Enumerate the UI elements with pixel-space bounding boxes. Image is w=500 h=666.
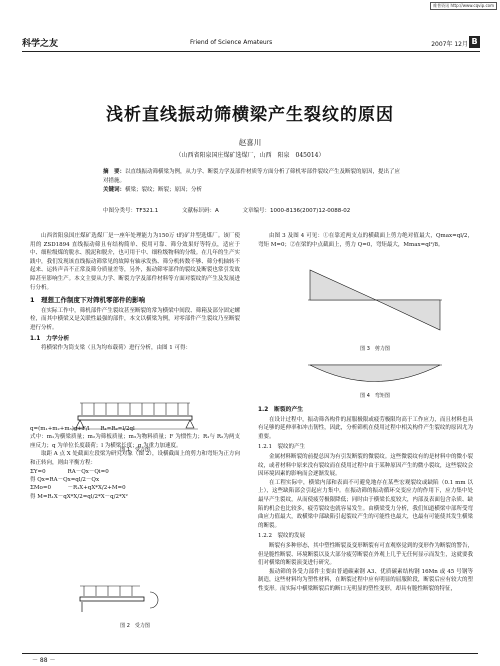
article-author: 赵喜川 [238,138,262,147]
figure-2-beam-segment [80,597,144,601]
section-1-2-2-text-2: 振动筛的各受力部件主要由普通碳素钢 A3、优质碳素结构钢 16Mn 或 45 号钢等制造，这些材料均为塑性材料，在断裂过程中应有明显的屈服阶段，断裂后应有较大的塑性变形。而实际中横梁断裂后的断口无明显的塑性变形，却具有脆性断裂的特征， [258,568,473,592]
section-1-1-text: 将横梁作为筒支梁（且为均布载荷）进行分析，由图 1 可得： [41,345,191,352]
right-column-top [258,232,473,249]
journal-header [22,34,480,52]
moment-arrow [150,592,158,608]
figure-3-shear-diagram [300,262,450,340]
article-title: 浅析直线振动筛横梁产生裂纹的原因 [106,105,394,125]
distributed-load-arrows [80,403,190,415]
footer-rule [22,653,478,654]
equation-load: q=(m₁+m₂+m₃)g+F/l R₁=R₂=l/2ql [30,425,135,432]
right-column-bottom [258,404,473,593]
figure-4-caption: 图 4 弯矩图 [360,393,390,399]
issue-letter-badge: B [469,36,480,48]
variable-description: 式中：m₁为横梁质量；m₂为筛板质量；m₃为物料质量；F 为惯性力；R₁与 R₂为两支座反力；q 为单位长度载荷；l 为横梁长度；g 为重力加速度。 [30,434,240,449]
section-1-heading: 1 理想工作制度下对筛机零部件的影响 [30,296,146,305]
section-1-1-heading: 1.1 力学分析 [30,335,70,342]
figure-3-caption: 图 3 剪力图 [360,346,390,352]
classification-row [103,206,423,214]
document-code: 文献标识码：A [182,208,219,214]
equation-shear: 得 Qx=RA－Qx=ql/2－Qx [30,476,100,483]
section-1-2-1-heading: 1.2.1 裂纹的产生 [258,444,305,451]
article-number: 文章编号：1000-8136(2007)12-0088-02 [242,208,351,214]
beam [78,416,192,420]
equation-sum-y: ΣY=0 RA－Qx－Qi=0 [30,468,109,475]
section-1-2-text: 在设计过程中，振动筛各构件的屈服极限或疲劳极限均高于工作应力，而且材料也具有足够的延伸率和冲击韧性，因此，分析筛机在使用过程中相关构件产生裂纹的原因尤为重要。 [258,416,473,440]
section-1-2-2-heading: 1.2.2 裂纹的发展 [258,533,305,540]
equation-moment: 得 M=R₁X－qX*X/2=ql/2*X－q/2*X² [30,493,128,500]
cut-section-text: 取距 A 点 X 处截面左段梁为研究对象（图 2），设横截面上的剪力和弯矩为正方向和正转向，则由平衡方程： [30,451,240,466]
figure-1-load-diagram [70,395,200,443]
clc-number: 中图分类号：TF321.1 [103,208,159,214]
left-column [30,232,240,501]
abstract-text: 以直线振动筛横梁为例，从力学、断裂力学及部件材质等方面分析了筛机零部件裂纹产生及断裂的原因，提出了应对措施。 [103,169,401,184]
watermark: 维普资讯 http://www.cqvip.com [430,2,497,10]
equation-sum-moment: ΣMo=0 －R₁X+qX*X/2+M=0 [30,485,126,492]
figure-2-caption: 图 2 受力图 [120,623,150,629]
section-1-2-1-text-2: 在工程实际中，横梁内部和表面不可避免地存在某些宏观裂纹或缺陷（0.1 mm 以上），这些缺陷部会引起应力集中。在振动筛的振动循环交变应力的作用下，应力集中处最早产生裂纹，从而使疲劳极限降低；同时由于横梁长度较大，内部及表面包含杂质、缺陷的机会也比较多，疲劳裂纹也就容易发生。由横梁受力分析，我们知道横梁中部所受弯曲应力值最大，故横梁中部缺陷引起裂纹产生的可能性也最大，也最有可能使其发生横梁的断裂。 [258,479,473,529]
figure-2-load-arrows [80,586,140,596]
author-affiliation: （山西省阳泉国庄煤矿选煤厂，山西 阳泉 045014） [175,152,325,159]
figure-1-caption: 图 1 受力图 [120,447,150,453]
issue-date: 2007年 12月 [431,41,468,48]
page-number: － 88 － [32,657,56,664]
intro-paragraph: 山西省阳泉国庄煤矿选煤厂是一座年处理能力为150万 t的矿井型选煤厂。该厂使用的 ZSD1894 直线振动筛且有结构简单、使用可靠、筛分效果好等特点，适应于中、细粒级煤的脱水、脱泥和脱介，也可用于中、细粒级物料的分级。在几年的生产实践中，我们发现该直线振动筛常见的故障有轴承发热、筛分机转数不够、筛分机轴转不起来、运转声音不正常及筛分质量差等，另外，振动筛零部件的裂纹及断裂也常引发故障甚至影响生产。本文主要从力学、断裂力学及部件材料等方面对裂纹的产生及发展进行分析。 [30,233,240,291]
keywords-label: 关键词： [103,187,126,193]
section-1-text: 在实际工作中，筛机部件产生裂纹甚至断裂的常为横梁中间段、筛箱及部分固定螺栓，而其中横梁又是关联性最强的部件，本文以横梁为例，对零部件产生裂纹乃至断裂进行分析。 [30,307,240,331]
support-b [186,420,194,428]
abstract-label: 摘 要： [103,169,126,175]
keywords-text: 横梁；裂纹；断裂；原因；分析 [125,187,203,193]
section-1-2-1-text: 金属材料断裂的前提总因为有引发断裂的微裂纹。这些微裂纹有的是材料中的微小裂纹，或者材料中原来没有裂纹而在使用过程中由于某种原因产生的微小裂纹，这些裂纹会因环境因素的影响而会逐渐发展。 [258,453,473,478]
shear-negative-region [376,300,440,330]
abstract-block [103,168,403,195]
figure-4-moment-diagram [300,360,450,390]
journal-english-title: Friend of Science Amateurs [190,39,273,46]
support-a [76,420,84,428]
figure-2-free-body [70,580,200,620]
right-intro-paragraph: 由图 3 及图 4 可见：①在靠近两支点的横截面上剪力绝对值最大，Qmax=ql/2，弯矩 M=0；②在梁的中点截面上，剪力 Q=0，弯矩最大，Mmax=ql²/8。 [258,233,473,248]
section-1-2-2-text: 断裂有多种形态，其中塑性断裂及变形断裂有可直观察觉到的变形作为断裂的警告，但是脆性断裂、环境断裂以及大部分疲劳断裂在外观上几乎无任何显示而发生，这就要我们对横梁的断裂演变进行研究。 [258,542,473,567]
shear-positive-region [310,270,376,300]
moment-parabola [310,365,440,382]
section-1-2-heading: 1.2 断裂的产生 [258,407,304,413]
journal-name: 科学之友 [22,39,59,49]
